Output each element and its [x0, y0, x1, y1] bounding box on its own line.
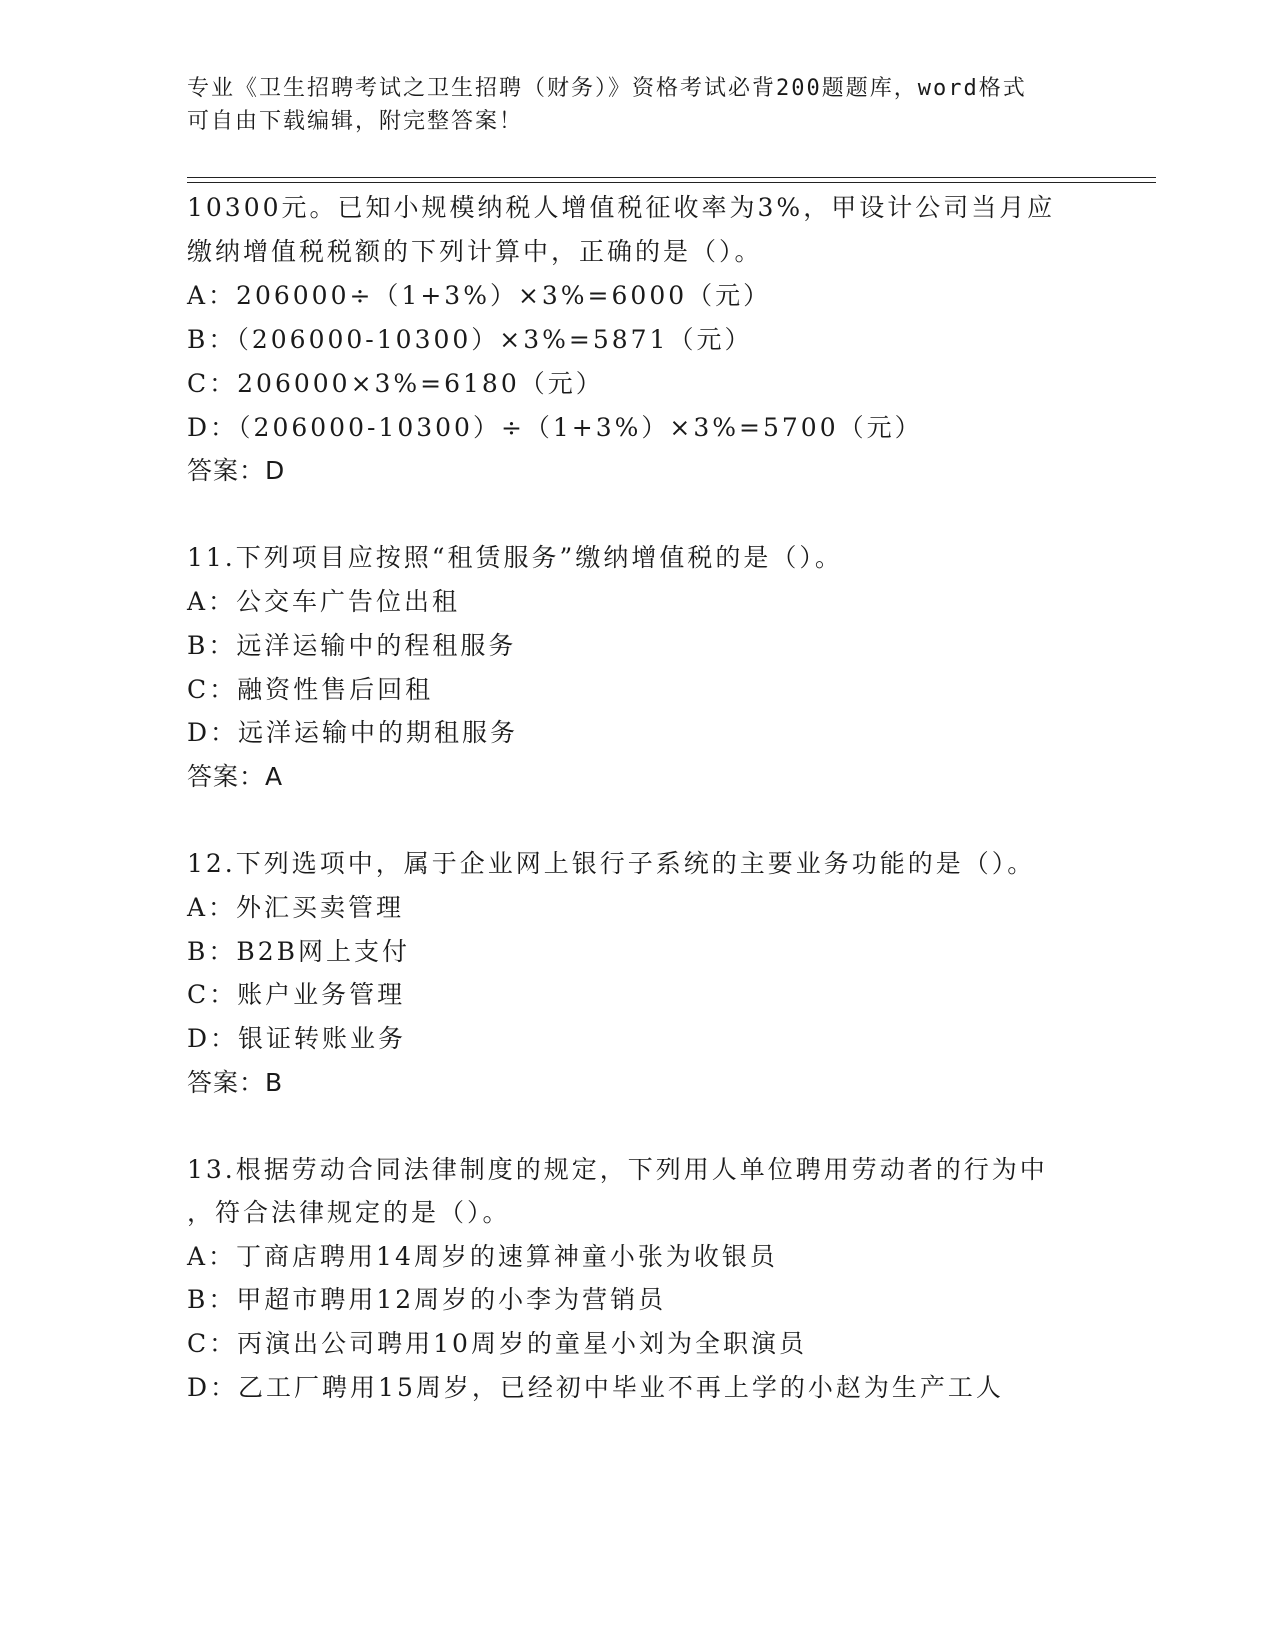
header-divider-top — [187, 177, 1156, 178]
q13-option-b: B：甲超市聘用12周岁的小李为营销员 — [187, 1285, 667, 1314]
q12-option-c: C：账户业务管理 — [187, 980, 406, 1009]
q12-option-d: D：银证转账业务 — [187, 1024, 407, 1053]
q11-option-d: D：远洋运输中的期租服务 — [187, 718, 519, 747]
q12-answer: 答案：B — [187, 1068, 284, 1097]
header-title-line1: 专业《卫生招聘考试之卫生招聘（财务）》资格考试必背200题题库，word格式 — [187, 76, 1027, 101]
q13-option-a: A：丁商店聘用14周岁的速算神童小张为收银员 — [187, 1242, 778, 1271]
q11-option-a: A：公交车广告位出租 — [187, 587, 461, 616]
q10-option-c: C：206000×3%=6180（元） — [187, 369, 604, 398]
q13-option-c: C：丙演出公司聘用10周岁的童星小刘为全职演员 — [187, 1329, 807, 1358]
q12-option-b: B：B2B网上支付 — [187, 937, 411, 966]
q13-stem-line1: 13.根据劳动合同法律制度的规定，下列用人单位聘用劳动者的行为中 — [187, 1155, 1048, 1184]
q13-option-d: D：乙工厂聘用15周岁，已经初中毕业不再上学的小赵为生产工人 — [187, 1373, 1004, 1402]
document-header — [187, 72, 1087, 138]
q10-answer: 答案：D — [187, 456, 286, 485]
q10-stem-line1: 10300元。已知小规模纳税人增值税征收率为3%，甲设计公司当月应 — [187, 193, 1056, 222]
q12-stem-line1: 12.下列选项中，属于企业网上银行子系统的主要业务功能的是（）。 — [187, 849, 1036, 878]
header-title-line2: 可自由下载编辑，附完整答案！ — [187, 109, 524, 134]
q10-option-d: D：（206000-10300）÷（1+3%）×3%=5700（元） — [187, 413, 923, 442]
q11-stem-line1: 11.下列项目应按照“租赁服务”缴纳增值税的是（）。 — [187, 543, 843, 572]
q10-option-a: A：206000÷（1+3%）×3%=6000（元） — [187, 281, 772, 310]
q11-option-c: C：融资性售后回租 — [187, 675, 434, 704]
q10-stem-line2: 缴纳增值税税额的下列计算中，正确的是（）。 — [187, 237, 763, 266]
header-divider-bottom — [187, 182, 1156, 183]
q10-option-b: B：（206000-10300）×3%=5871（元） — [187, 325, 753, 354]
q13-stem-line2: ，符合法律规定的是（）。 — [187, 1198, 511, 1227]
q11-option-b: B：远洋运输中的程租服务 — [187, 631, 517, 660]
q11-answer: 答案：A — [187, 762, 284, 791]
q12-option-a: A：外汇买卖管理 — [187, 893, 405, 922]
